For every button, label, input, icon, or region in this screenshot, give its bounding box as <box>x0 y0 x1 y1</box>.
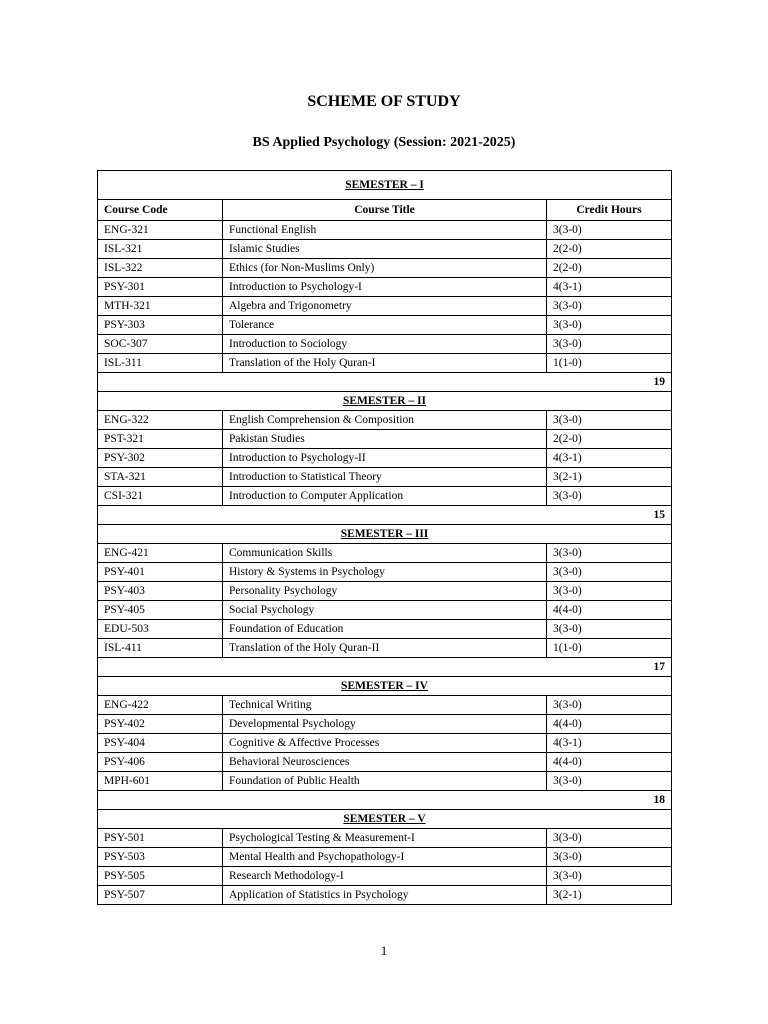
semester-total-row <box>98 506 672 525</box>
course-title: Application of Statistics in Psychology <box>223 886 547 905</box>
course-credit: 3(3-0) <box>547 316 672 335</box>
course-code: CSI-321 <box>98 487 223 506</box>
course-title: Introduction to Psychology-I <box>223 278 547 297</box>
course-credit: 1(1-0) <box>547 639 672 658</box>
semester-heading-row <box>98 392 672 411</box>
course-title: Tolerance <box>223 316 547 335</box>
course-title: Introduction to Sociology <box>223 335 547 354</box>
course-row <box>98 848 672 867</box>
course-row <box>98 297 672 316</box>
semester-heading: SEMESTER – IV <box>98 677 672 696</box>
course-credit: 3(3-0) <box>547 848 672 867</box>
course-code: SOC-307 <box>98 335 223 354</box>
course-credit: 3(3-0) <box>547 620 672 639</box>
course-row <box>98 715 672 734</box>
course-row <box>98 221 672 240</box>
course-credit: 4(4-0) <box>547 715 672 734</box>
course-title: Algebra and Trigonometry <box>223 297 547 316</box>
course-credit: 3(3-0) <box>547 544 672 563</box>
course-row <box>98 886 672 905</box>
course-code: PSY-501 <box>98 829 223 848</box>
course-credit: 3(3-0) <box>547 411 672 430</box>
course-code: PSY-505 <box>98 867 223 886</box>
course-title: Introduction to Statistical Theory <box>223 468 547 487</box>
course-row <box>98 544 672 563</box>
course-title: Functional English <box>223 221 547 240</box>
course-code: ENG-422 <box>98 696 223 715</box>
column-header-code: Course Code <box>98 200 223 221</box>
course-code: PSY-406 <box>98 753 223 772</box>
course-credit: 4(4-0) <box>547 753 672 772</box>
course-code: PSY-402 <box>98 715 223 734</box>
course-row <box>98 259 672 278</box>
semester-total: 15 <box>98 506 672 525</box>
course-credit: 3(2-1) <box>547 468 672 487</box>
course-row <box>98 696 672 715</box>
course-row <box>98 278 672 297</box>
course-credit: 2(2-0) <box>547 259 672 278</box>
semester-heading-row <box>98 525 672 544</box>
course-credit: 3(3-0) <box>547 487 672 506</box>
course-code: ISL-321 <box>98 240 223 259</box>
course-credit: 3(3-0) <box>547 829 672 848</box>
course-title: Behavioral Neurosciences <box>223 753 547 772</box>
course-code: ISL-411 <box>98 639 223 658</box>
course-credit: 3(3-0) <box>547 867 672 886</box>
course-row <box>98 487 672 506</box>
course-row <box>98 316 672 335</box>
semester-total: 17 <box>98 658 672 677</box>
scheme-table-body <box>98 171 672 905</box>
course-row <box>98 772 672 791</box>
course-title: Mental Health and Psychopathology-I <box>223 848 547 867</box>
column-header-credit: Credit Hours <box>547 200 672 221</box>
course-row <box>98 601 672 620</box>
course-code: ENG-322 <box>98 411 223 430</box>
course-title: Ethics (for Non-Muslims Only) <box>223 259 547 278</box>
course-credit: 4(3-1) <box>547 734 672 753</box>
course-title: Communication Skills <box>223 544 547 563</box>
course-title: Islamic Studies <box>223 240 547 259</box>
course-credit: 3(3-0) <box>547 563 672 582</box>
course-credit: 3(3-0) <box>547 772 672 791</box>
course-title: Developmental Psychology <box>223 715 547 734</box>
course-row <box>98 354 672 373</box>
course-credit: 3(2-1) <box>547 886 672 905</box>
semester-heading-row <box>98 171 672 200</box>
page-number: 1 <box>380 943 388 958</box>
course-code: PSY-507 <box>98 886 223 905</box>
course-title: Technical Writing <box>223 696 547 715</box>
course-code: PSY-503 <box>98 848 223 867</box>
course-title: Introduction to Computer Application <box>223 487 547 506</box>
course-row <box>98 582 672 601</box>
course-title: English Comprehension & Composition <box>223 411 547 430</box>
column-header-row <box>98 200 672 221</box>
course-row <box>98 734 672 753</box>
semester-heading: SEMESTER – V <box>98 810 672 829</box>
course-row <box>98 753 672 772</box>
course-title: Psychological Testing & Measurement-I <box>223 829 547 848</box>
course-credit: 3(3-0) <box>547 335 672 354</box>
course-code: ISL-311 <box>98 354 223 373</box>
course-credit: 3(3-0) <box>547 297 672 316</box>
course-credit: 1(1-0) <box>547 354 672 373</box>
semester-heading: SEMESTER – III <box>98 525 672 544</box>
course-row <box>98 468 672 487</box>
semester-total-row <box>98 373 672 392</box>
course-credit: 3(3-0) <box>547 221 672 240</box>
course-title: Pakistan Studies <box>223 430 547 449</box>
course-code: MTH-321 <box>98 297 223 316</box>
course-code: ISL-322 <box>98 259 223 278</box>
course-title: Foundation of Education <box>223 620 547 639</box>
course-credit: 4(3-1) <box>547 278 672 297</box>
course-credit: 2(2-0) <box>547 240 672 259</box>
course-row <box>98 829 672 848</box>
course-credit: 2(2-0) <box>547 430 672 449</box>
course-code: ENG-421 <box>98 544 223 563</box>
page-subtitle: BS Applied Psychology (Session: 2021-2025) <box>252 135 516 150</box>
course-credit: 3(3-0) <box>547 582 672 601</box>
course-row <box>98 639 672 658</box>
column-header-title: Course Title <box>223 200 547 221</box>
course-code: PSY-301 <box>98 278 223 297</box>
semester-total-row <box>98 791 672 810</box>
semester-total: 18 <box>98 791 672 810</box>
semester-total-row <box>98 658 672 677</box>
course-row <box>98 449 672 468</box>
semester-total: 19 <box>98 373 672 392</box>
course-title: Research Methodology-I <box>223 867 547 886</box>
course-title: Foundation of Public Health <box>223 772 547 791</box>
semester-heading: SEMESTER – II <box>98 392 672 411</box>
page-title: SCHEME OF STUDY <box>307 93 461 110</box>
course-credit: 4(3-1) <box>547 449 672 468</box>
semester-heading-row <box>98 677 672 696</box>
course-title: Cognitive & Affective Processes <box>223 734 547 753</box>
course-code: ENG-321 <box>98 221 223 240</box>
course-row <box>98 620 672 639</box>
course-code: MPH-601 <box>98 772 223 791</box>
course-code: PST-321 <box>98 430 223 449</box>
course-row <box>98 563 672 582</box>
course-row <box>98 867 672 886</box>
course-title: Personality Psychology <box>223 582 547 601</box>
course-row <box>98 335 672 354</box>
course-code: PSY-404 <box>98 734 223 753</box>
semester-heading-row <box>98 810 672 829</box>
course-row <box>98 411 672 430</box>
course-code: EDU-503 <box>98 620 223 639</box>
semester-heading: SEMESTER – I <box>98 171 672 200</box>
course-row <box>98 240 672 259</box>
course-code: PSY-405 <box>98 601 223 620</box>
course-code: PSY-403 <box>98 582 223 601</box>
course-credit: 4(4-0) <box>547 601 672 620</box>
course-row <box>98 430 672 449</box>
course-code: STA-321 <box>98 468 223 487</box>
course-title: History & Systems in Psychology <box>223 563 547 582</box>
course-credit: 3(3-0) <box>547 696 672 715</box>
course-title: Translation of the Holy Quran-II <box>223 639 547 658</box>
course-title: Introduction to Psychology-II <box>223 449 547 468</box>
course-code: PSY-401 <box>98 563 223 582</box>
course-code: PSY-302 <box>98 449 223 468</box>
scheme-table <box>97 170 672 905</box>
course-title: Social Psychology <box>223 601 547 620</box>
course-title: Translation of the Holy Quran-I <box>223 354 547 373</box>
course-code: PSY-303 <box>98 316 223 335</box>
